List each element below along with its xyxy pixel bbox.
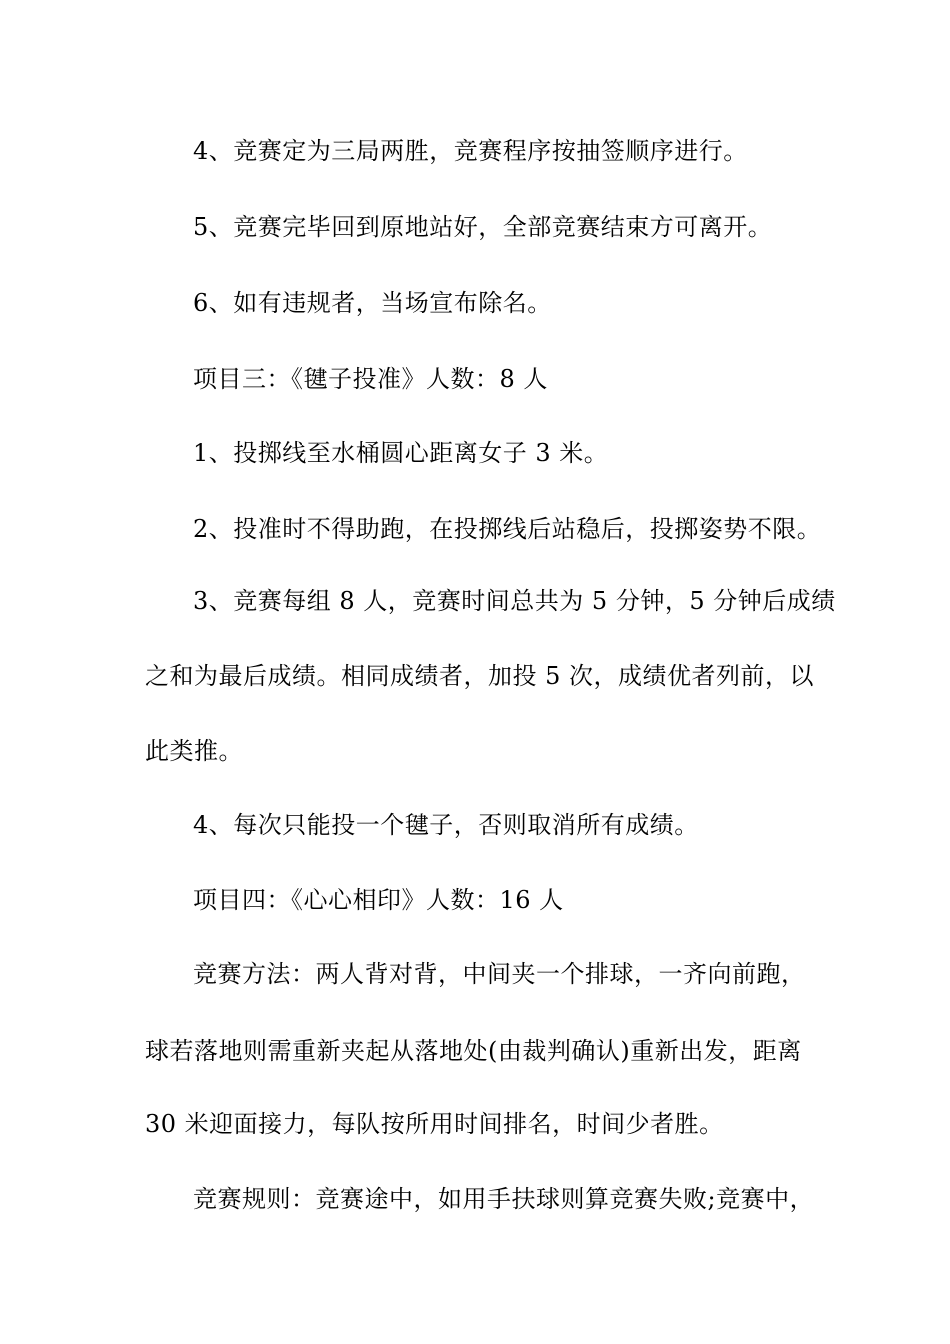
rule-6-disqualification: 6、如有违规者，当场宣布除名。 xyxy=(193,289,552,317)
event-4-heading: 项目四：《心心相印》人数：16 人 xyxy=(193,886,564,914)
event-3-rule-1: 1、投掷线至水桶圆心距离女子 3 米。 xyxy=(193,439,609,467)
event-3-rule-3-line-3: 此类推。 xyxy=(145,737,243,765)
event-3-rule-2: 2、投准时不得助跑，在投掷线后站稳后，投掷姿势不限。 xyxy=(193,515,822,543)
event-4-method-line-3: 30 米迎面接力，每队按所用时间排名，时间少者胜。 xyxy=(145,1110,724,1138)
event-3-rule-4: 4、每次只能投一个毽子，否则取消所有成绩。 xyxy=(193,811,699,839)
rule-5-return-position: 5、竞赛完毕回到原地站好，全部竞赛结束方可离开。 xyxy=(193,213,773,241)
event-3-heading: 项目三：《毽子投准》人数：8 人 xyxy=(193,365,548,393)
event-4-method-line-1: 竞赛方法：两人背对背，中间夹一个排球，一齐向前跑， xyxy=(193,960,806,988)
rule-4-three-games: 4、竞赛定为三局两胜，竞赛程序按抽签顺序进行。 xyxy=(193,137,748,165)
event-4-method-line-2: 球若落地则需重新夹起从落地处(由裁判确认)重新出发，距离 xyxy=(145,1037,802,1065)
event-4-rules-line-1: 竞赛规则：竞赛途中，如用手扶球则算竞赛失败;竞赛中， xyxy=(193,1185,815,1213)
event-3-rule-3-line-2: 之和为最后成绩。相同成绩者，加投 5 次，成绩优者列前，以 xyxy=(145,662,815,690)
event-3-rule-3-line-1: 3、竞赛每组 8 人，竞赛时间总共为 5 分钟，5 分钟后成绩 xyxy=(193,587,836,615)
